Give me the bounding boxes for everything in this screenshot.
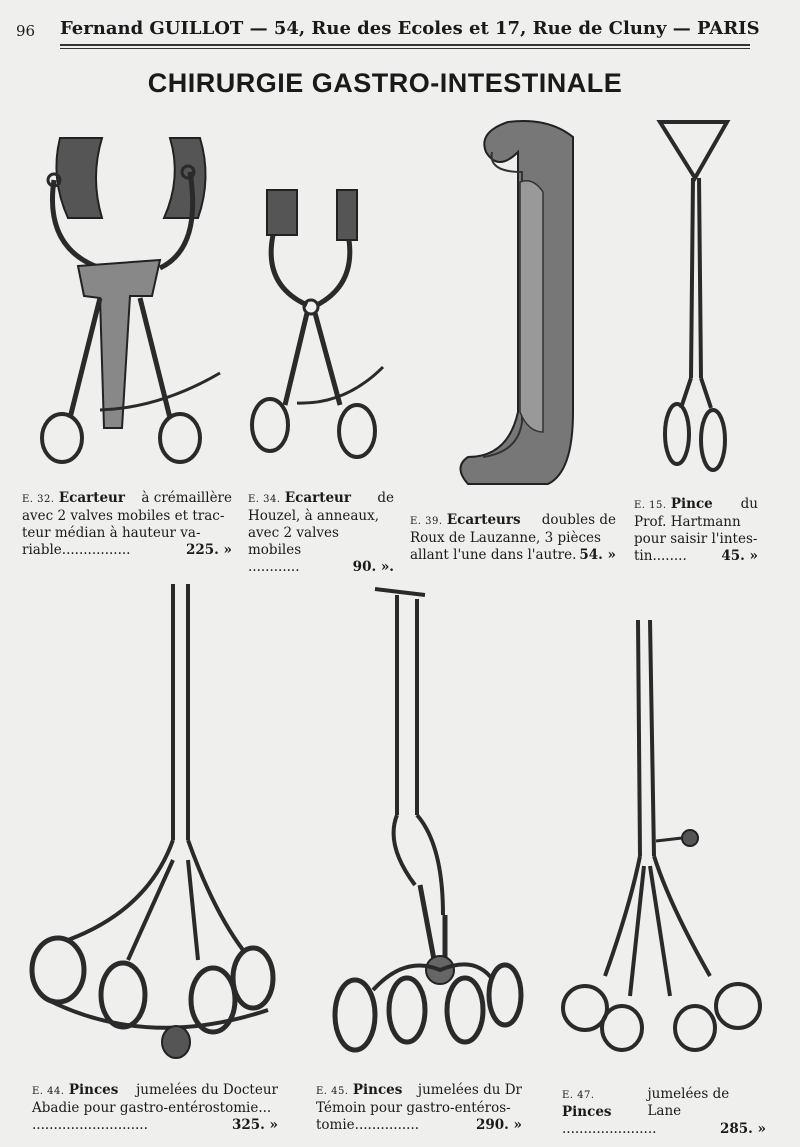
product-code: E. 44. (32, 1086, 65, 1097)
description-line: pour saisir l'intes- (634, 531, 758, 547)
instrument-illustration-e47 (560, 616, 765, 1066)
description-line: doubles de (541, 512, 616, 528)
product-name: Pinces (562, 1104, 612, 1120)
product-price: 90. ». (352, 559, 394, 575)
header-rule-thin (60, 48, 750, 49)
product-name: Pinces (352, 1082, 403, 1098)
product-price: 54. » (579, 547, 616, 563)
leader-dots: ...................... (562, 1121, 657, 1137)
description-line: Prof. Hartmann (634, 514, 741, 530)
description-line: Abadie pour gastro-entérostomie... (32, 1100, 272, 1116)
description-line: du (740, 496, 758, 512)
leader-dots: ........ (652, 548, 687, 564)
instrument-illustration-e39 (448, 112, 588, 492)
product-price: 225. » (185, 542, 232, 558)
product-name: Pinces (68, 1082, 119, 1098)
product-caption-e47 (562, 1086, 766, 1138)
description-line: de (377, 490, 394, 506)
product-code: E. 39. (410, 516, 443, 527)
leader-dots: ........................... (32, 1117, 148, 1133)
description-line: teur médian à hauteur va- (22, 525, 201, 541)
product-caption-e32 (22, 490, 232, 559)
product-name: Pince (670, 496, 713, 512)
description-line: jumelées du Dr (417, 1082, 522, 1098)
product-price: 45. » (721, 548, 758, 564)
description-line: à crémaillère (141, 490, 232, 506)
product-caption-e39 (410, 512, 616, 564)
product-price: 290. » (475, 1117, 522, 1133)
description-line: Houzel, à anneaux, (248, 508, 380, 524)
product-name: Ecarteur (58, 490, 125, 506)
page-number: 96 (16, 22, 36, 40)
description-line: avec 2 valves mobiles et trac- (22, 508, 225, 524)
description-line: Roux de Lauzanne, 3 pièces (410, 530, 601, 546)
description-line: jumelées du Docteur (136, 1082, 278, 1098)
page-header: Fernand GUILLOT — 54, Rue des Ecoles et 17, Rue de Cluny — PARIS (60, 18, 760, 39)
description-line: tomie (316, 1117, 355, 1133)
description-line: Témoin pour gastro-entéros- (316, 1100, 511, 1116)
product-caption-e45 (316, 1082, 522, 1134)
product-name: Ecarteurs (446, 512, 521, 528)
instrument-illustration-e32 (40, 128, 230, 473)
instrument-illustration-e34 (245, 185, 385, 475)
product-code: E. 47. (562, 1090, 595, 1101)
leader-dots: ............... (354, 1117, 420, 1133)
header-rule (60, 44, 750, 46)
product-code: E. 32. (22, 494, 55, 505)
product-code: E. 45. (316, 1086, 349, 1097)
description-line: tin (634, 548, 653, 564)
description-line: riable (22, 542, 62, 558)
description-line: jumelées de Lane (647, 1086, 730, 1119)
product-code: E. 34. (248, 494, 281, 505)
description-line: avec 2 valves mobiles (248, 525, 339, 558)
description-line: allant l'une dans l'autre. (410, 547, 577, 563)
page-title: CHIRURGIE GASTRO-INTESTINALE (147, 68, 623, 98)
instrument-illustration-e44 (28, 580, 278, 1065)
product-caption-e15 (634, 496, 758, 565)
leader-dots: ................ (61, 542, 131, 558)
leader-dots: ............ (248, 559, 300, 575)
instrument-illustration-e45 (325, 585, 525, 1060)
product-code: E. 15. (634, 500, 667, 511)
instrument-illustration-e15 (655, 118, 735, 483)
product-name: Ecarteur (284, 490, 351, 506)
product-caption-e44 (32, 1082, 278, 1134)
product-caption-e34 (248, 490, 394, 576)
product-price: 285. » (719, 1121, 766, 1137)
product-price: 325. » (231, 1117, 278, 1133)
